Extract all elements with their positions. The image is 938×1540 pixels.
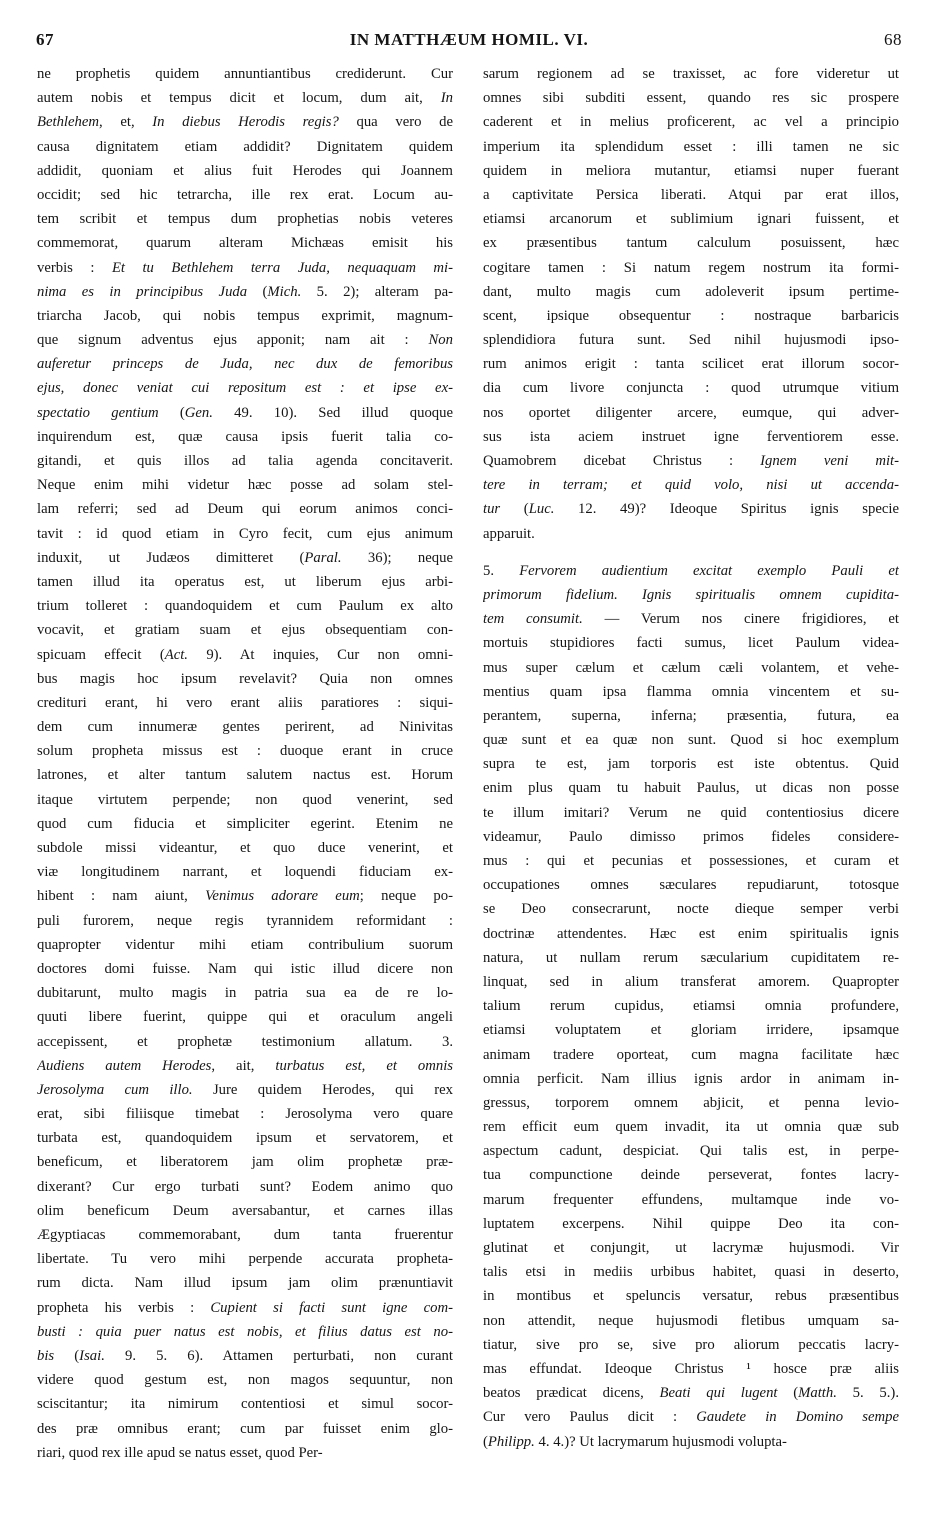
text-line: beatos prædicat dicens, Beati qui lugent (Matth. 5. 5.).	[483, 1385, 899, 1402]
paragraph-gap	[483, 546, 899, 559]
text-line: ne prophetis quidem annuntiantibus crediderunt. Cur	[37, 66, 453, 82]
text-line: dia cum livore conjuncta : quod utrumque vitium	[483, 380, 899, 397]
text-line: 5. Fervorem audientium excitat exemplo Pauli et	[483, 562, 899, 579]
text-line: dubitarunt, multo magis in patria sua ea de re lo-	[37, 985, 453, 1002]
text-line: propheta his verbis : Cupient si facti sunt igne com-	[37, 1299, 453, 1316]
text-line: latrones, et alter tantum salutem nactus est. Horum	[37, 767, 453, 784]
text-line: doctores domi fuisse. Nam qui istic illud dicere non	[37, 960, 453, 977]
text-line: gressus, torporem omnem abjicit, et penna levio-	[483, 1094, 899, 1111]
text-line: tua compunctione deinde perseverat, fontes lacry-	[483, 1167, 899, 1184]
text-line: trium tolleret : quandoquidem et cum Paulum ex alto	[37, 598, 453, 615]
text-line: omnes sibi subditi essent, quando res sic prospere	[483, 90, 899, 107]
text-line: mortuis stupidiores facti sumus, licet Paulum videa-	[483, 635, 899, 652]
page-number-right: 68	[884, 30, 902, 49]
text-line: busti : quia puer natus est nobis, et filius datus est no-	[37, 1323, 453, 1340]
text-line: cogitare tamen : Si natum regem nostrum ita formi-	[483, 259, 899, 276]
text-line: imperium ita splendidum esset : illi tamen ne sic	[483, 138, 899, 155]
text-line: des præ omnibus erant; cum par fuisset enim glo-	[37, 1420, 453, 1437]
text-line: Cur vero Paulus dicit : Gaudete in Domino sempe	[483, 1409, 899, 1426]
text-line: (Philipp. 4. 4.)? Ut lacrymarum hujusmodi volupta-	[483, 1433, 787, 1450]
text-line: in montibus et speluncis versatur, rebus præsentibus	[483, 1288, 899, 1305]
text-line: tere in terram; et quid volo, nisi ut accenda-	[483, 477, 899, 494]
text-line: quod cum fiducia et simpliciter egerint. Etenim ne	[37, 815, 453, 832]
text-line: spectatio gentium (Gen. 49. 10). Sed illud quoque	[37, 404, 453, 421]
text-line: mas effundat. Ideoque Christus ¹ hosce præ aliis	[483, 1360, 899, 1377]
text-line: quidem in meliora mutantur, etiamsi nuper fuerant	[483, 162, 899, 179]
text-line: mus : qui et pecunias et possessiones, et curam et	[483, 853, 899, 869]
text-line: doctrinæ attendentes. Hæc est enim spiritualis ignis	[483, 925, 899, 942]
text-line: bis (Isai. 9. 5. 6). Attamen perturbati, non curant	[37, 1347, 453, 1364]
text-line: accepissent, et prophetæ testimonium allatum. 3.	[37, 1033, 453, 1050]
text-line: verbis : Et tu Bethlehem terra Juda, nequaquam mi-	[37, 259, 453, 276]
text-line: Ægyptiacas commemorabant, dum tanta fruerentur	[37, 1227, 453, 1243]
right-column-paragraph-2	[483, 559, 899, 1454]
text-line: tur (Luc. 12. 49)? Ideoque Spiritus ignis specie	[483, 501, 899, 518]
text-line: rem efficit eum quem invadit, ita ut omnia quæ sub	[483, 1119, 899, 1136]
text-line: libertate. Tu vero mihi perpende accurata propheta-	[37, 1251, 453, 1268]
text-line: etiamsi voluptatem et gloriam irridere, ipsamque	[483, 1022, 899, 1039]
text-line: enim plus quam tu habuit Paulus, ut dicas non posse	[483, 780, 899, 797]
text-line: talis etsi in mediis urbibus habitet, quasi in deserto,	[483, 1264, 899, 1281]
text-line: quuti libere fuerint, quippe qui et oraculum angeli	[37, 1009, 453, 1026]
text-line: mentius quam ipsa flamma omnia vincentem et su-	[483, 683, 899, 700]
text-line: sus ista aciem instruet igne ferventiorem esse.	[483, 428, 899, 445]
text-line: tamen illud ita operatus est, ut liberum ejus arbi-	[37, 573, 453, 590]
text-line: viæ longitudinem narrant, et loquendi fiduciam ex-	[37, 864, 453, 881]
text-line: occupationes omnes sæculares repudiarunt, totosque	[483, 877, 899, 894]
text-line: linquat, sed in alium transferat amorem. Quapropter	[483, 973, 899, 990]
text-line: triarcha Jacob, qui nobis tempus exprimit, magnum-	[37, 307, 453, 324]
right-column-paragraph-1	[483, 62, 899, 546]
text-line: lam referri; sed ad Deum qui eorum animos conci-	[37, 501, 453, 518]
text-line: caderent et in melius proficerent, ac vel a principio	[483, 114, 899, 131]
text-line: Audiens autem Herodes, ait, turbatus est, et omnis	[37, 1057, 453, 1074]
text-line: inquirendum est, quæ causa ipsis fuerit talia co-	[37, 428, 453, 445]
text-line: addidit, quoniam et alius fuit Herodes qui Joannem	[37, 162, 453, 179]
text-line: se Deo consecrarunt, nocte dieque semper verbi	[483, 901, 899, 918]
text-line: sciscitantur; ita nimirum contentiosi et simul socor-	[37, 1396, 453, 1413]
text-line: animam tradere oporteat, cum magna facilitate hæc	[483, 1046, 899, 1063]
text-line: que signum adventus ejus apponit; nam ait : Non	[37, 332, 453, 349]
text-line: puli furorem, neque regis tyrannidem reformidant :	[37, 912, 453, 929]
right-column	[483, 62, 899, 1454]
text-line: apparuit.	[483, 525, 535, 542]
text-line: occidit; sed hic tetrarcha, ille rex erat. Locum au-	[37, 186, 453, 203]
text-line: rum animos erigit : tanta scilicet erat illorum socor-	[483, 356, 899, 373]
text-line: aspectum cadunt, despiciat. Qui talis est, in perpe-	[483, 1143, 899, 1160]
text-line: turbata est, quandoquidem ipsum et servatorem, et	[37, 1130, 453, 1147]
text-line: tem scribit et tempus dum prophetias nobis veteres	[37, 211, 453, 228]
text-line: solum propheta missus est : duoque erant in cruce	[37, 743, 453, 760]
text-line: tiatur, sive pro se, sive pro aliorum peccatis lacry-	[483, 1336, 899, 1353]
text-line: commemorat, quarum alteram Michæas emisit his	[37, 235, 453, 252]
text-line: rum dicta. Nam illud ipsum jam olim prænuntiavit	[37, 1275, 453, 1292]
text-line: ex præsentibus tantum calculum posuissent, hæc	[483, 235, 899, 252]
text-line: gitandi, et quis illos ad talia agenda concitaverit.	[37, 453, 453, 469]
text-line: autem nobis et tempus dicit et locum, dum ait, In	[37, 90, 453, 107]
running-header	[36, 30, 902, 56]
text-line: perantem, superna, inferna; præsentia, futura, ea	[483, 707, 899, 724]
text-line: primorum fidelium. Ignis spiritualis omnem cupidita-	[483, 586, 899, 603]
text-line: bus magis hoc ipsum revelavit? Quia non omnes	[37, 670, 453, 687]
text-line: quapropter videntur mihi etiam contribulium suorum	[37, 936, 453, 953]
text-line: sarum regionem ad se traxisset, ac fore videretur ut	[483, 66, 899, 82]
text-line: videamur, Paulo dimisso primos fideles considere-	[483, 828, 899, 845]
text-line: dixerant? Cur ergo turbati sunt? Eodem animo quo	[37, 1178, 453, 1195]
text-line: videre quod gestum est, non magos sequuntur, non	[37, 1372, 453, 1389]
text-line: tem consumit. — Verum nos cinere frigidiores, et	[483, 611, 899, 628]
text-line: splendidiora futura sunt. Sed nihil hujusmodi ipso-	[483, 332, 899, 349]
text-line: vocavit, et gratiam suam et ejus obsequentiam con-	[37, 622, 453, 639]
text-line: supra te est, jam torporis est iste obtentus. Quid	[483, 756, 899, 773]
text-line: Neque enim mihi videtur hæc posse ad solam stel-	[37, 477, 453, 494]
text-line: non attendit, neque hujusmodi fletibus umquam sa-	[483, 1312, 899, 1329]
text-line: marum frequenter effundens, multamque inde vo-	[483, 1191, 899, 1208]
text-line: mus super cælum et cælum cæli volantem, et vehe-	[483, 659, 899, 676]
text-line: dem cum innumeræ gentes perirent, ad Ninivitas	[37, 719, 453, 736]
running-title: IN MATTHÆUM HOMIL. VI.	[349, 30, 589, 49]
text-line: Bethlehem, et, In diebus Herodis regis? qua vero de	[37, 114, 453, 131]
text-line: olim beneficum Deum aversabantur, et carnes illas	[37, 1202, 453, 1219]
text-line: Jerosolyma cum illo. Jure quidem Herodes, qui rex	[37, 1081, 453, 1098]
text-line: nos oportet diligenter arcere, eumque, qui adver-	[483, 404, 899, 421]
text-line: itaque virtutem perpende; non quod venerint, sed	[37, 791, 453, 808]
text-line: quæ sunt et ea quæ non sunt. Quod si hoc exemplum	[483, 732, 899, 749]
text-line: luptatem excerpens. Nihil quippe Deo ita con-	[483, 1215, 899, 1232]
page-number-left: 67	[36, 30, 54, 49]
text-line: riari, quod rex ille apud se natus esset, quod Per-	[37, 1444, 323, 1461]
text-line: Quamobrem dicebat Christus : Ignem veni mit-	[483, 453, 899, 469]
text-line: te illum imitari? Verum ne quid contentiosius dicere	[483, 804, 899, 821]
left-column	[37, 62, 453, 1465]
text-line: induxit, ut Judæos dimitteret (Paral. 36); neque	[37, 549, 453, 566]
text-line: etiamsi arcanorum et sublimium ignari fuissent, et	[483, 211, 899, 228]
text-line: hibent : nam aiunt, Venimus adorare eum; neque po-	[37, 888, 453, 905]
text-line: glutinat et conjungit, ut lacrymæ hujusmodi. Vir	[483, 1240, 899, 1256]
text-line: scent, ipsique obsequentur : nostraque barbaricis	[483, 307, 899, 324]
text-line: natura, ut nullam rerum sæcularium cupiditatem re-	[483, 949, 899, 966]
text-line: a captivitate Persica liberati. Atqui par erat illos,	[483, 186, 899, 203]
text-line: spicuam effecit (Act. 9). At inquies, Cur non omni-	[37, 646, 453, 663]
text-line: ejus, donec veniat cui repositum est : et ipse ex-	[37, 380, 453, 397]
text-line: auferetur princeps de Juda, nec dux de femoribus	[37, 356, 453, 373]
text-line: nima es in principibus Juda (Mich. 5. 2); alteram pa-	[37, 283, 453, 300]
text-line: omnia perficit. Nam illius ignis ardor in animam in-	[483, 1070, 899, 1087]
text-line: erat, sibi filiisque timebat : Jerosolyma vero quare	[37, 1106, 453, 1123]
text-line: talium rerum cupidus, etiamsi omnia profundere,	[483, 998, 899, 1015]
text-line: subdole missi videantur, et quo duce venerint, et	[37, 840, 453, 856]
text-line: causa dignitatem etiam addidit? Dignitatem quidem	[37, 138, 453, 155]
text-line: credituri erant, hi vero erant aliis paratiores : siqui-	[37, 694, 453, 711]
text-line: dant, multo magis cum adoleverit ipsum pertime-	[483, 283, 899, 300]
text-line: tavit : id quod etiam in Cyro fecit, cum ejus animum	[37, 525, 453, 542]
text-line: beneficum, et liberatorem jam olim prophetæ præ-	[37, 1154, 453, 1171]
